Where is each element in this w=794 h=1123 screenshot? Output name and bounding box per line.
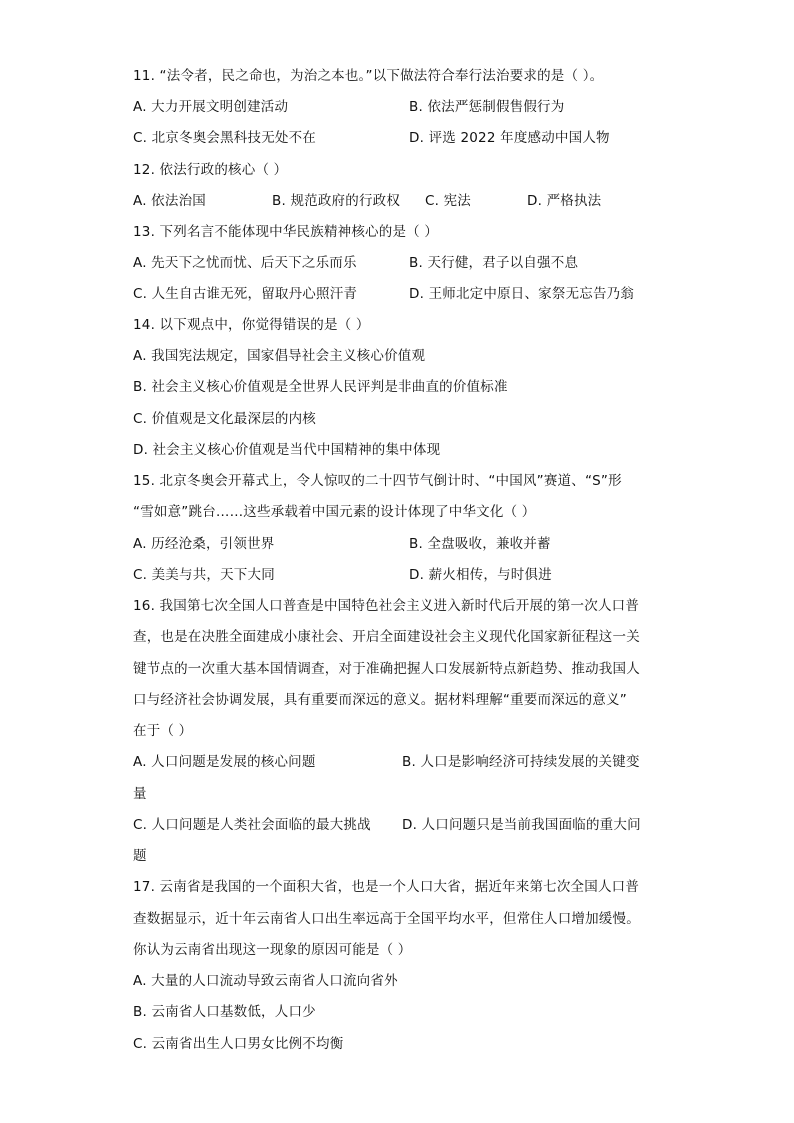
question-14-option-a: A. 我国宪法规定，国家倡导社会主义核心价值观 — [133, 348, 426, 364]
question-16-option-d: D. 人口问题只是当前我国面临的重大问 — [402, 817, 641, 833]
question-14-stem: 14. 以下观点中，你觉得错误的是（ ） — [133, 317, 370, 333]
question-12-stem: 12. 依法行政的核心（ ） — [133, 162, 288, 178]
question-14-option-b: B. 社会主义核心价值观是全世界人民评判是非曲直的价值标准 — [133, 379, 508, 395]
question-12-option-a: A. 依法治国 — [133, 193, 206, 209]
question-14-option-d: D. 社会主义核心价值观是当代中国精神的集中体现 — [133, 442, 441, 458]
question-16-option-d-wrap: 题 — [133, 848, 147, 864]
question-16-stem-line-2: 查，也是在决胜全面建成小康社会、开启全面建设社会主义现代化国家新征程这一关 — [133, 629, 640, 645]
question-15-option-c: C. 美美与共，天下大同 — [133, 567, 275, 583]
question-16-stem-line-3: 键节点的一次重大基本国情调查，对于准确把握人口发展新特点新趋势、推动我国人 — [133, 661, 640, 677]
question-13-option-c: C. 人生自古谁无死，留取丹心照汗青 — [133, 286, 358, 302]
question-16-option-b-wrap: 量 — [133, 786, 147, 802]
question-16-option-a: A. 人口问题是发展的核心问题 — [133, 754, 316, 770]
question-11-option-c: C. 北京冬奥会黑科技无处不在 — [133, 130, 317, 146]
question-14-option-c: C. 价值观是文化最深层的内核 — [133, 411, 317, 427]
question-17-stem-line-2: 查数据显示，近十年云南省人口出生率远高于全国平均水平，但常住人口增加缓慢。 — [133, 911, 640, 927]
question-13-stem: 13. 下列名言不能体现中华民族精神核心的是（ ） — [133, 224, 439, 240]
question-13-option-b: B. 天行健，君子以自强不息 — [409, 255, 579, 271]
question-15-option-a: A. 历经沧桑，引领世界 — [133, 536, 275, 552]
question-15-option-b: B. 全盘吸收，兼收并蓄 — [409, 536, 551, 552]
question-15-option-d: D. 薪火相传，与时俱进 — [409, 567, 552, 583]
question-11-option-b: B. 依法严惩制假售假行为 — [409, 99, 565, 115]
question-11-option-d: D. 评选 2022 年度感动中国人物 — [409, 130, 610, 146]
question-17-stem-line-3: 你认为云南省出现这一现象的原因可能是（ ） — [133, 942, 412, 958]
question-16-option-b: B. 人口是影响经济可持续发展的关键变 — [402, 754, 640, 770]
question-16-stem-line-4: 口与经济社会协调发展，具有重要而深远的意义。据材料理解“重要而深远的意义” — [133, 692, 627, 708]
question-12-option-d: D. 严格执法 — [527, 193, 602, 209]
question-17-option-c: C. 云南省出生人口男女比例不均衡 — [133, 1036, 344, 1052]
question-15-stem-line-2: “雪如意”跳台……这些承载着中国元素的设计体现了中华文化（ ） — [133, 504, 536, 520]
question-17-option-a: A. 大量的人口流动导致云南省人口流向省外 — [133, 973, 398, 989]
question-17-stem-line-1: 17. 云南省是我国的一个面积大省，也是一个人口大省，据近年来第七次全国人口普 — [133, 879, 640, 895]
question-11-stem: 11. “法令者，民之命也，为治之本也。”以下做法符合奉行法治要求的是（ ）。 — [133, 68, 604, 84]
question-12-option-c: C. 宪法 — [425, 193, 472, 209]
question-16-stem-line-1: 16. 我国第七次全国人口普查是中国特色社会主义进入新时代后开展的第一次人口普 — [133, 598, 640, 614]
question-12-option-b: B. 规范政府的行政权 — [272, 193, 401, 209]
question-13-option-a: A. 先天下之忧而忧、后天下之乐而乐 — [133, 255, 357, 271]
question-13-option-d: D. 王师北定中原日、家祭无忘告乃翁 — [409, 286, 635, 302]
question-16-option-c: C. 人口问题是人类社会面临的最大挑战 — [133, 817, 371, 833]
question-17-option-b: B. 云南省人口基数低，人口少 — [133, 1004, 316, 1020]
question-15-stem-line-1: 15. 北京冬奥会开幕式上，令人惊叹的二十四节气倒计时、“中国风”赛道、“S”形 — [133, 473, 622, 489]
question-16-stem-line-5: 在于（ ） — [133, 723, 193, 739]
question-11-option-a: A. 大力开展文明创建活动 — [133, 99, 289, 115]
